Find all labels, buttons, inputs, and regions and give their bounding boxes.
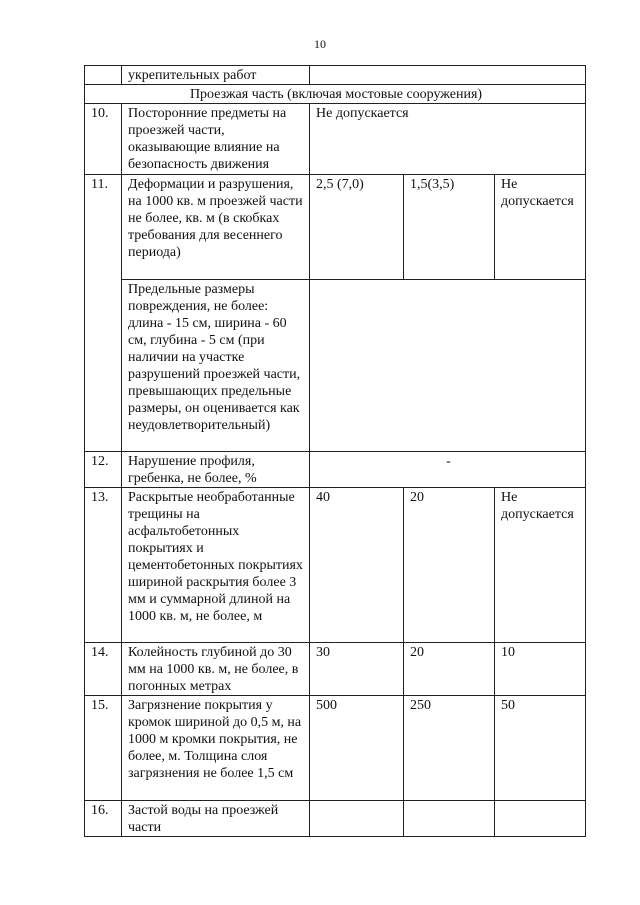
row-description: Раскрытые необработанные трещины на асфальтобетонных покрытиях и цементобетонных покрытиях шириной раскрытия более 3 мм и суммарной длиной на 1000 кв. м, не более, м (122, 488, 310, 643)
page-number: 10 (314, 37, 326, 51)
row-value-1: 500 (310, 696, 404, 801)
row-value-1: 2,5 (7,0) (310, 175, 404, 280)
row-description: Предельные размеры повреждения, не более: длина - 15 см, ширина - 60 см, глубина - 5 см (при наличии на участке разрушений проезжей части, превышающих предельные размеры, он оценивается как неудовлетворительный) (122, 280, 310, 452)
table-row (85, 488, 586, 643)
row-description: Нарушение профиля, гребенка, не более, % (122, 452, 310, 488)
row-description: Деформации и разрушения, на 1000 кв. м проезжей части не более, кв. м (в скобках требования для весеннего периода) (122, 175, 310, 280)
table-subrow (85, 280, 586, 452)
table-row (85, 66, 586, 85)
row-description: Посторонние предметы на проезжей части, оказывающие влияние на безопасность движения (122, 104, 310, 175)
row-value-2: 250 (404, 696, 495, 801)
row-description: Загрязнение покрытия у кромок шириной до 0,5 м, на 1000 м кромки покрытия, не более, м. Толщина слоя загрязнения не более 1,5 см (122, 696, 310, 801)
row-value-3: Не допускается (495, 175, 586, 280)
requirements-table (84, 65, 586, 837)
row-value-3 (495, 801, 586, 837)
row-number: 15. (85, 696, 122, 801)
table-row (85, 643, 586, 696)
row-description: Колейность глубиной до 30 мм на 1000 кв. м, не более, в погонных метрах (122, 643, 310, 696)
row-value-2: 20 (404, 643, 495, 696)
section-header-row (85, 85, 586, 104)
row-number: 10. (85, 104, 122, 175)
table-row (85, 801, 586, 837)
row-value-2 (404, 801, 495, 837)
row-value-merged (310, 280, 586, 452)
row-value-1: 40 (310, 488, 404, 643)
row-value-merged (310, 66, 586, 85)
table-row (85, 696, 586, 801)
row-value-3: Не допускается (495, 488, 586, 643)
table-row (85, 452, 586, 488)
row-value-merged: - (310, 452, 586, 488)
row-value-1: 30 (310, 643, 404, 696)
row-number: 13. (85, 488, 122, 643)
row-number: 11. (85, 175, 122, 452)
row-value-merged: Не допускается (310, 104, 586, 175)
row-description: Застой воды на проезжей части (122, 801, 310, 837)
row-value-3: 10 (495, 643, 586, 696)
row-value-1 (310, 801, 404, 837)
row-number: 12. (85, 452, 122, 488)
row-number (85, 66, 122, 85)
row-value-3: 50 (495, 696, 586, 801)
row-description: укрепительных работ (122, 66, 310, 85)
row-value-2: 20 (404, 488, 495, 643)
row-number: 14. (85, 643, 122, 696)
section-title: Проезжая часть (включая мостовые сооружения) (85, 85, 586, 104)
row-number: 16. (85, 801, 122, 837)
row-value-2: 1,5(3,5) (404, 175, 495, 280)
table-row (85, 175, 586, 280)
table-row (85, 104, 586, 175)
